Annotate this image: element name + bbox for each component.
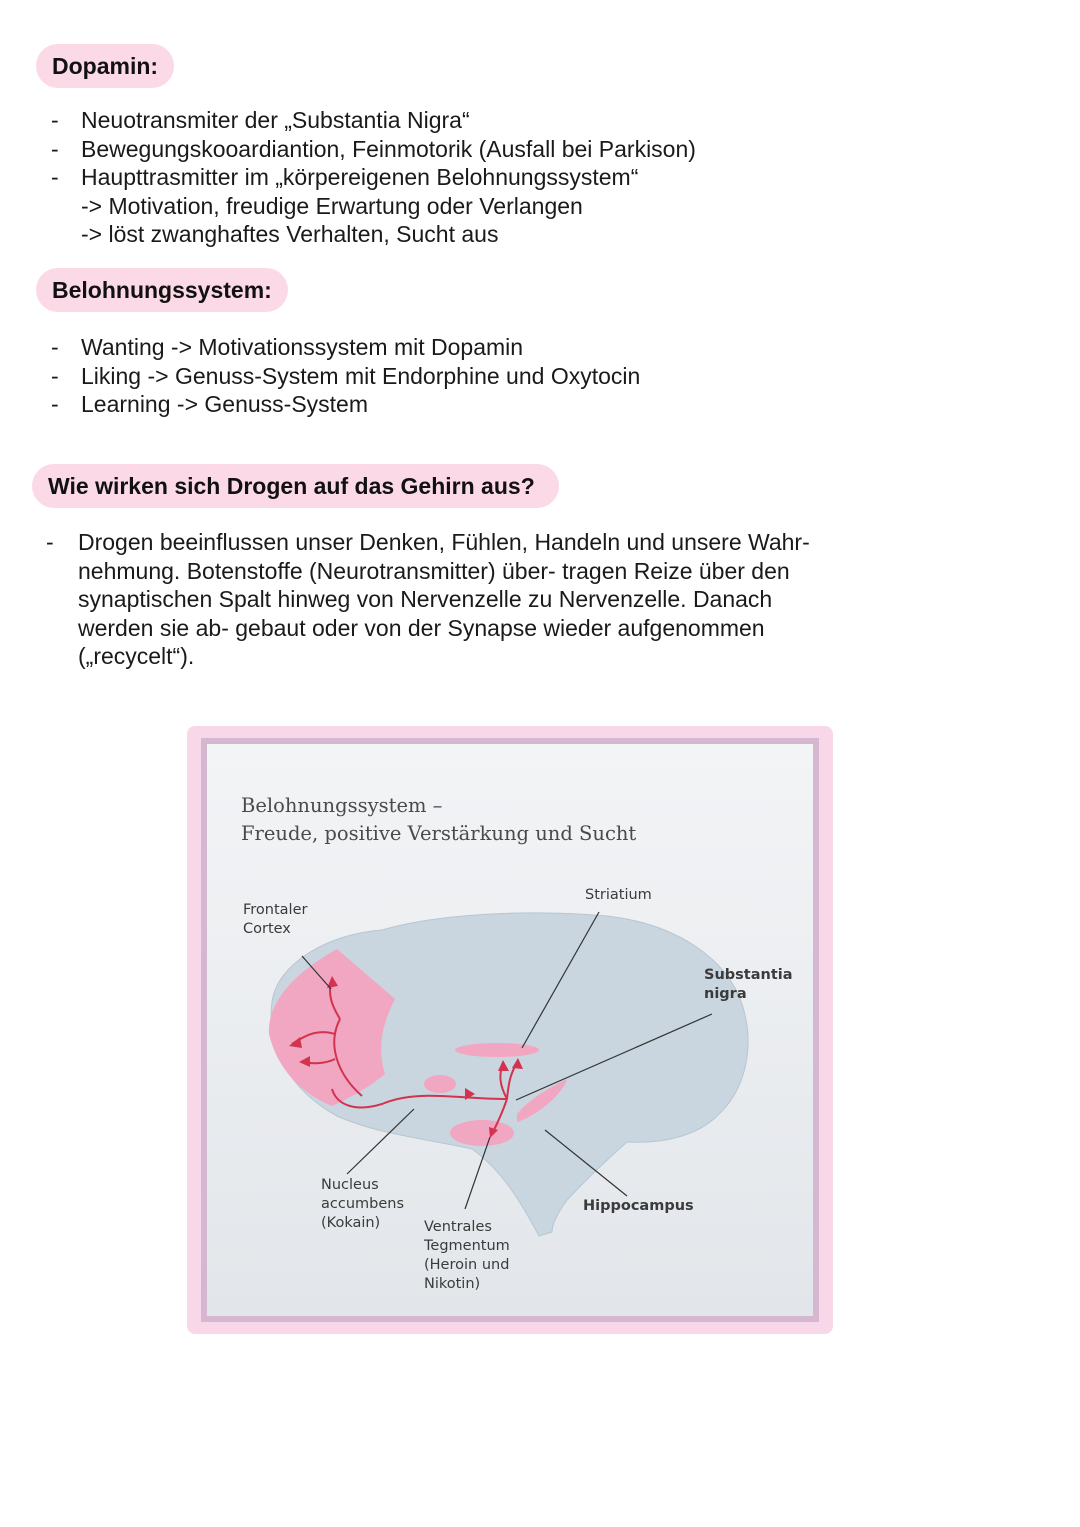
figure-frame	[187, 726, 833, 1334]
label-frontal-cortex: Frontaler Cortex	[243, 902, 308, 937]
label-ventrales-tegmentum: Ventrales Tegmentum (Heroin und Nikotin)	[424, 1219, 510, 1292]
list-item: - Learning -> Genuss-System	[51, 391, 368, 418]
label-substantia-nigra: Substantia nigra	[704, 967, 793, 1002]
ventral-tegmentum-region	[450, 1120, 514, 1146]
brain-diagram	[207, 744, 813, 1316]
list-item: - Bewegungskooardiantion, Feinmotorik (Ausfall bei Parkison)	[51, 135, 696, 162]
list-item: - Wanting -> Motivationssystem mit Dopamin	[51, 334, 524, 360]
heading-belohnungssystem: Belohnungssystem:	[36, 268, 288, 312]
sub-item: -> löst zwanghaftes Verhalten, Sucht aus	[81, 221, 499, 248]
dopamin-list	[51, 106, 951, 249]
figure-panel	[201, 738, 819, 1322]
drogen-paragraph: - Drogen beeinflussen unser Denken, Fühlen, Handeln und unsere Wahr- nehmung. Botenstoffe (Neurotransmitter) über- tragen Reize über den synaptischen Spalt hinweg von Nervenzelle zu Nervenzelle. Danach werden sie ab- gebaut oder von der Synapse wieder aufgenommen („recycelt“).	[46, 529, 810, 670]
label-hippocampus: Hippocampus	[583, 1198, 694, 1214]
heading-dopamin: Dopamin:	[36, 44, 174, 88]
label-striatium: Striatium	[585, 887, 652, 903]
label-nucleus-accumbens: Nucleus accumbens (Kokain)	[321, 1177, 405, 1231]
nucleus-accumbens-region	[424, 1075, 456, 1093]
list-item: - Haupttrasmitter im „körpereigenen Belohnungssystem“ -> Motivation, freudige Erwartung oder Verlangen -> löst zwanghaftes Verhalten, Sucht aus	[51, 163, 951, 249]
striatum-region	[455, 1043, 539, 1057]
list-item: - Neuotransmiter der „Substantia Nigra“	[51, 107, 470, 133]
belohnung-list	[51, 333, 951, 419]
figure-title: Belohnungssystem – Freude, positive Verstärkung und Sucht	[241, 794, 637, 845]
list-item: - Liking -> Genuss-System mit Endorphine und Oxytocin	[51, 362, 641, 389]
sub-item: -> Motivation, freudige Erwartung oder Verlangen	[81, 192, 583, 219]
heading-drogen: Wie wirken sich Drogen auf das Gehirn aus?	[32, 464, 559, 508]
